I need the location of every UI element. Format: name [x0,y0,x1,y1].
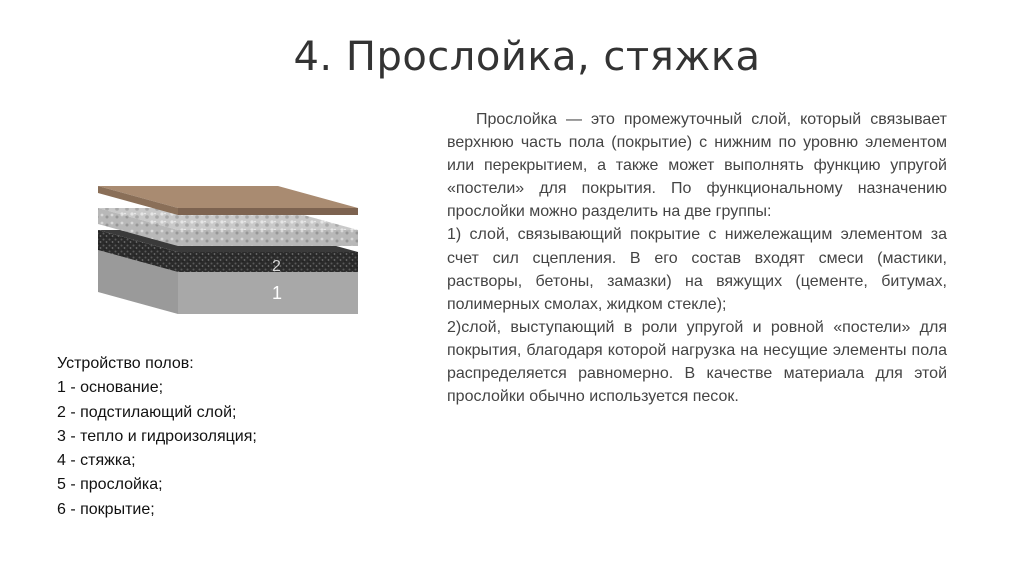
legend-item: 3 - тепло и гидроизоляция; [57,427,257,445]
legend-item: 6 - покрытие; [57,500,155,518]
floor-layers-illustration [90,172,370,322]
legend [57,352,387,522]
legend-item: 2 - подстилающий слой; [57,403,237,421]
legend-item: 1 - основание; [57,379,164,397]
legend-heading: Устройство полов: [57,355,194,372]
slide-title: 4. Прослойка, стяжка [293,34,761,80]
description-paragraph: Прослойка — это промежуточный слой, который связывает верхнюю часть пола (покрытие) с нижним по уровню элементом или перекрытием, а также может выполнять функцию упругой «постели» для покрытия. По функциональному назначению прослойки можно разделить на две группы: [447,111,947,221]
legend-item: 5 - прослойка; [57,476,163,494]
description [447,108,947,408]
layer-label-1: 1 [272,283,283,303]
description-paragraph: 1) слой, связывающий покрытие с нижележащим элементом за счет сил сцепления. В его состав входят смеси (мастики, растворы, бетоны, замазки) на вяжущих (цементе, битумах, полимерных смолах, жидком стекле); [447,226,947,313]
legend-item: 4 - стяжка; [57,452,136,470]
layer-label-2: 2 [272,258,281,275]
description-paragraph: 2)слой, выступающий в роли упругой и ровной «постели» для покрытия, благодаря которой нагрузка на несущие элементы пола распределяется равномерно. В качестве материала для этой прослойки обычно используется песок. [447,318,947,406]
